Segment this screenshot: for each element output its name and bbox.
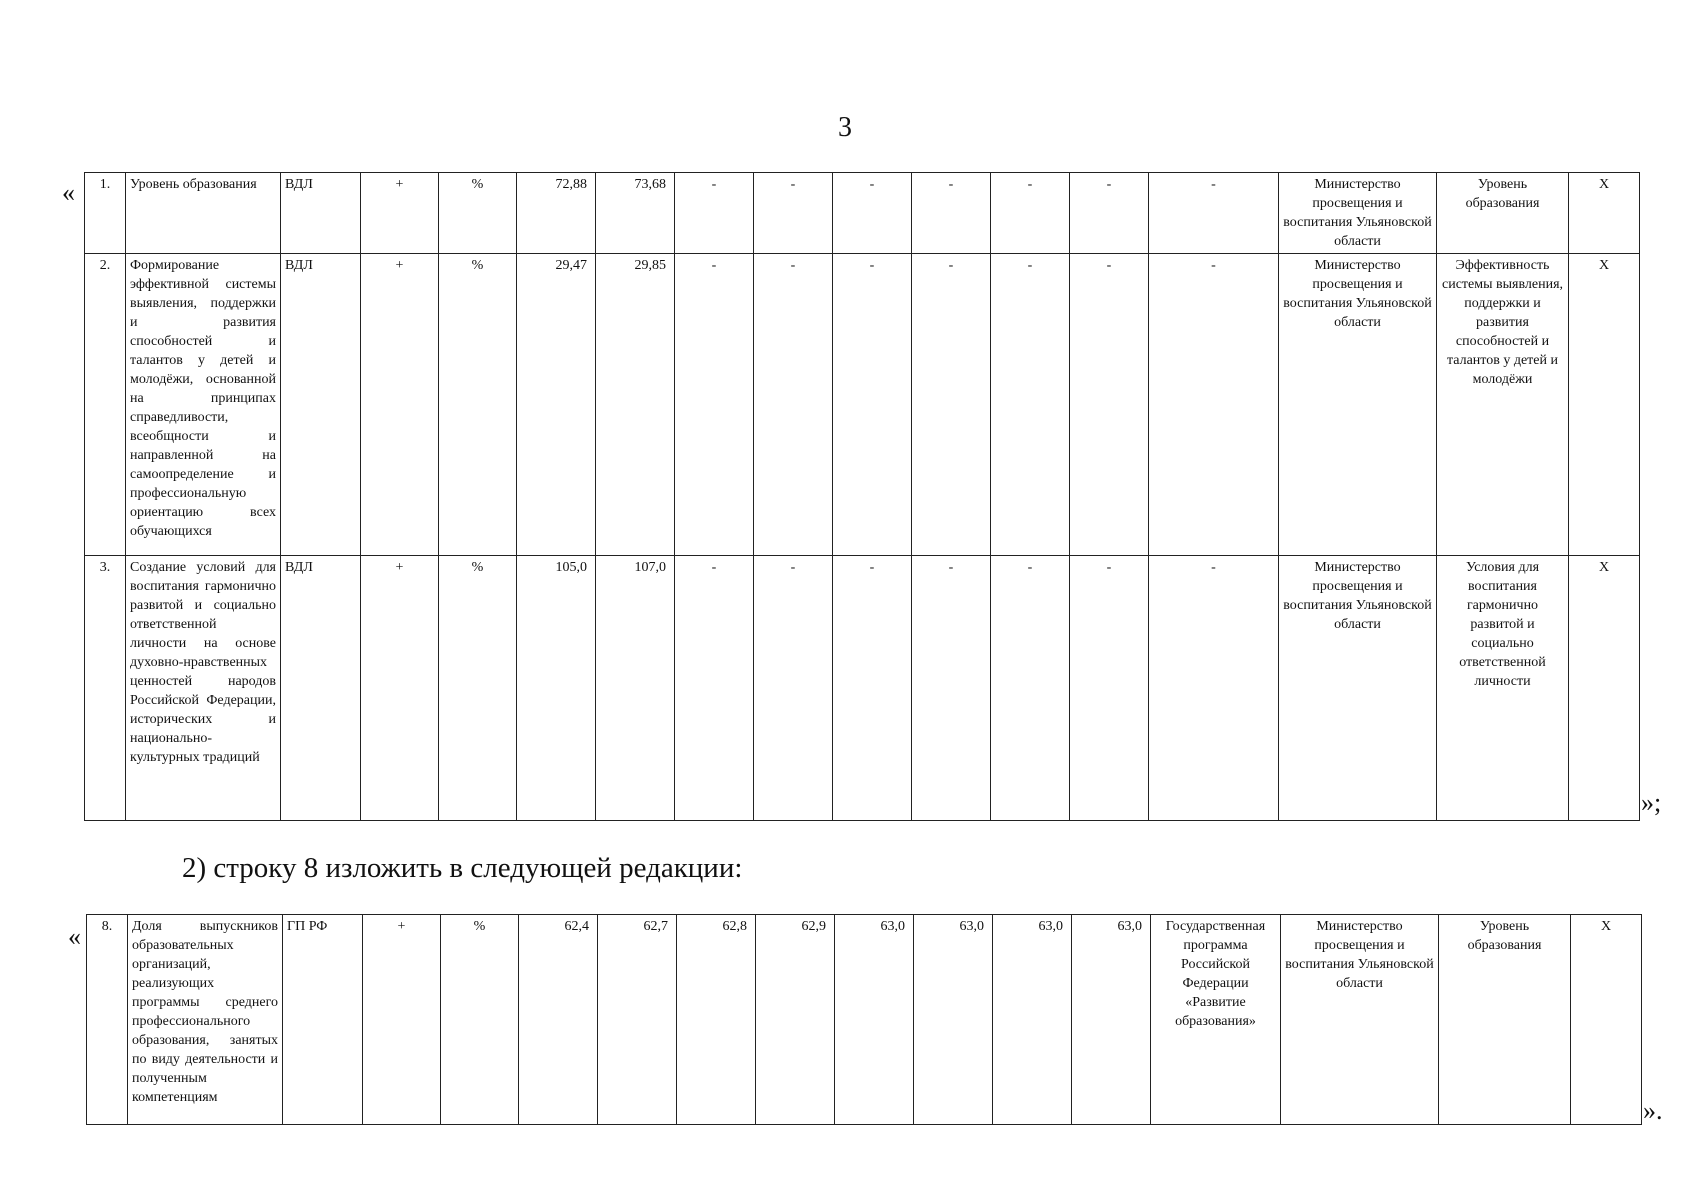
table-row	[85, 173, 1640, 254]
indicator-name: Доля выпускников образовательных организаций, реализующих программы среднего профессионального образования, занятых по виду деятельности и полученным компетенциям	[128, 915, 283, 1125]
document-reference: Государственная программа Российской Федерации «Развитие образования»	[1151, 915, 1281, 1125]
goal-link: Уровень образования	[1437, 173, 1569, 254]
value-2028: -	[912, 173, 991, 254]
goal-link: Условия для воспитания гармонично развитой и социально ответственной личности	[1437, 556, 1569, 821]
value-2028: -	[912, 254, 991, 556]
mark-cell: X	[1569, 254, 1640, 556]
row-number: 2.	[85, 254, 126, 556]
value-2025: -	[675, 254, 754, 556]
indicator-type: ВДЛ	[281, 173, 361, 254]
value-2029: -	[991, 254, 1070, 556]
value-2028: -	[912, 556, 991, 821]
row-number: 3.	[85, 556, 126, 821]
value-2024: 29,85	[596, 254, 675, 556]
document-reference: -	[1149, 254, 1279, 556]
closing-quote: ».	[1643, 1096, 1663, 1125]
row-number: 8.	[87, 915, 128, 1125]
indicator-type: ВДЛ	[281, 556, 361, 821]
indicator-name: Создание условий для воспитания гармонично развитой и социально ответственной личности на основе духовно-нравственных ценностей народов Российской Федерации, исторических и национально-культурных традиций	[126, 556, 281, 821]
value-2030: -	[1070, 556, 1149, 821]
amendment-instruction: 2) строку 8 изложить в следующей редакции:	[182, 852, 743, 884]
page-number: 3	[838, 112, 852, 143]
value-2026: -	[754, 254, 833, 556]
responsible-body: Министерство просвещения и воспитания Ульяновской области	[1279, 556, 1437, 821]
responsible-body: Министерство просвещения и воспитания Ульяновской области	[1281, 915, 1439, 1125]
document-reference: -	[1149, 556, 1279, 821]
value-2029: -	[991, 173, 1070, 254]
value-2024: 73,68	[596, 173, 675, 254]
indicators-table	[84, 172, 1640, 821]
value-2027: -	[833, 254, 912, 556]
value-2030: 63,0	[1072, 915, 1151, 1125]
value-2025: 62,8	[677, 915, 756, 1125]
closing-quote: »;	[1641, 788, 1662, 817]
value-2027: 63,0	[835, 915, 914, 1125]
mark-cell: X	[1569, 556, 1640, 821]
value-2029: 63,0	[993, 915, 1072, 1125]
value-2029: -	[991, 556, 1070, 821]
value-2026: 62,9	[756, 915, 835, 1125]
value-2025: -	[675, 173, 754, 254]
responsible-body: Министерство просвещения и воспитания Ульяновской области	[1279, 173, 1437, 254]
indicator-name: Уровень образования	[126, 173, 281, 254]
value-2024: 62,7	[598, 915, 677, 1125]
base-value: 29,47	[517, 254, 596, 556]
indicator-sign: +	[361, 556, 439, 821]
table-row	[85, 556, 1640, 821]
value-2027: -	[833, 556, 912, 821]
table-row	[85, 254, 1640, 556]
base-value: 105,0	[517, 556, 596, 821]
document-reference: -	[1149, 173, 1279, 254]
value-2030: -	[1070, 254, 1149, 556]
value-2030: -	[1070, 173, 1149, 254]
indicator-row-8-table	[86, 914, 1642, 1125]
value-2026: -	[754, 173, 833, 254]
value-2025: -	[675, 556, 754, 821]
row-number: 1.	[85, 173, 126, 254]
indicator-type: ГП РФ	[283, 915, 363, 1125]
mark-cell: X	[1569, 173, 1640, 254]
value-2024: 107,0	[596, 556, 675, 821]
indicator-type: ВДЛ	[281, 254, 361, 556]
indicator-unit: %	[439, 556, 517, 821]
table-row	[87, 915, 1642, 1125]
opening-quote: «	[68, 922, 81, 951]
goal-link: Эффективность системы выявления, поддержки и развития способностей и талантов у детей и молодёжи	[1437, 254, 1569, 556]
responsible-body: Министерство просвещения и воспитания Ульяновской области	[1279, 254, 1437, 556]
value-2028: 63,0	[914, 915, 993, 1125]
indicator-name: Формирование эффективной системы выявления, поддержки и развития способностей и талантов у детей и молодёжи, основанной на принципах справедливости, всеобщности и направленной на самоопределение и профессиональную ориентацию всех обучающихся	[126, 254, 281, 556]
goal-link: Уровень образования	[1439, 915, 1571, 1125]
indicator-unit: %	[439, 254, 517, 556]
value-2027: -	[833, 173, 912, 254]
value-2026: -	[754, 556, 833, 821]
indicator-sign: +	[363, 915, 441, 1125]
base-value: 72,88	[517, 173, 596, 254]
indicator-sign: +	[361, 173, 439, 254]
mark-cell: X	[1571, 915, 1642, 1125]
base-value: 62,4	[519, 915, 598, 1125]
indicator-unit: %	[441, 915, 519, 1125]
indicator-sign: +	[361, 254, 439, 556]
indicator-unit: %	[439, 173, 517, 254]
opening-quote: «	[62, 178, 75, 207]
